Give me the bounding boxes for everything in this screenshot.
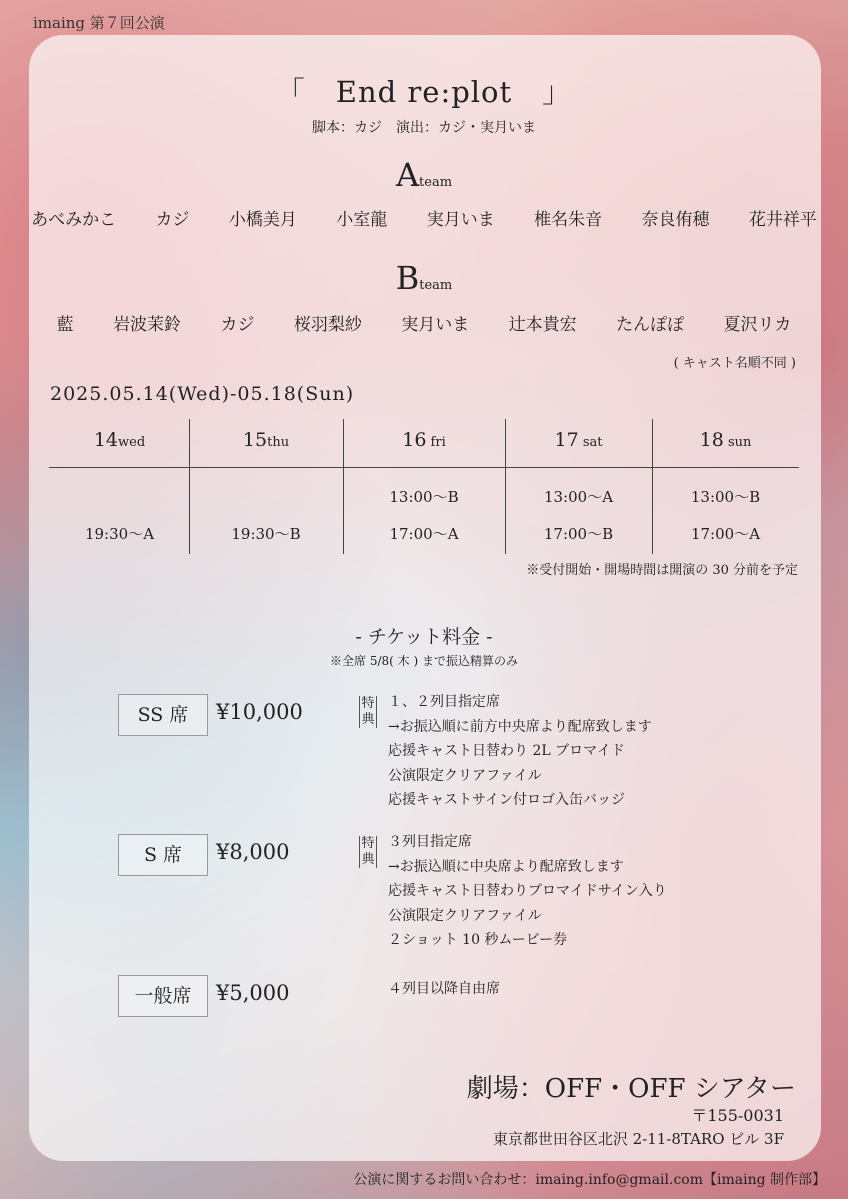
cast-member: 藍 xyxy=(56,315,74,335)
venue-zip: 〒155-0031 xyxy=(691,1106,784,1125)
performance-slot: 17:00～A xyxy=(389,525,459,543)
team-a-title xyxy=(0,156,848,194)
perk-list-ss xyxy=(388,690,652,813)
day-header: 17 sat xyxy=(554,429,603,451)
performance-slot: 13:00～B xyxy=(389,488,459,506)
perk-item: １、２列目指定席 xyxy=(388,694,500,710)
cast-order-note: ( キャスト名順不同 ) xyxy=(673,356,796,371)
cast-member: 実月いま xyxy=(401,315,470,335)
cast-member: 花井祥平 xyxy=(748,210,817,230)
cast-member: 小室龍 xyxy=(336,210,388,230)
perk-item: 応援キャストサイン付ロゴ入缶バッジ xyxy=(388,792,626,808)
seat-name-ss: SS 席 xyxy=(118,694,208,736)
venue-address: 東京都世田谷区北沢 2-11-8TARO ビル 3F xyxy=(492,1130,784,1148)
cast-member: たんぽぽ xyxy=(616,315,685,335)
team-b-suffix: team xyxy=(419,278,453,293)
perk-item: 応援キャスト日替わりブロマイドサイン入り xyxy=(388,883,667,899)
seat-name-general: 一般席 xyxy=(118,975,208,1017)
perk-tag: 特 典 xyxy=(359,696,377,728)
cast-member: 椎名朱音 xyxy=(534,210,603,230)
day-header: 18 sun xyxy=(699,429,752,451)
performance-slot: 17:00～A xyxy=(690,525,761,543)
schedule-divider xyxy=(49,467,799,468)
cast-member: カジ xyxy=(155,210,190,230)
perk-item: 公演限定クリアファイル xyxy=(388,767,542,784)
perk-item: ２ショット 10 秒ムービー券 xyxy=(388,932,568,948)
seat-price-ss: ¥10,000 xyxy=(216,700,303,724)
day-header: 15thu xyxy=(242,429,290,451)
team-a-letter: A xyxy=(395,156,420,194)
performance-slot: 17:00～B xyxy=(543,525,614,543)
cast-member: 夏沢リカ xyxy=(723,315,792,335)
performance-slot: 13:00～B xyxy=(690,488,761,506)
perk-item: →お振込順に中央席より配席致します xyxy=(388,858,624,875)
perk-item: 公演限定クリアファイル xyxy=(388,907,542,924)
credit-line: 脚本：カジ 演出：カジ・実月いま xyxy=(312,120,536,136)
cast-member: 岩波茉鈴 xyxy=(113,315,182,335)
cast-member: 小橋美月 xyxy=(228,210,297,230)
day-header: 16 fri xyxy=(402,429,446,451)
perk-list-s xyxy=(388,830,667,953)
schedule-note: ※受付開始・開場時間は開演の 30 分前を予定 xyxy=(526,563,798,578)
perk-item: ４列目以降自由席 xyxy=(388,981,500,997)
cast-member: 実月いま xyxy=(426,210,495,230)
cast-member: カジ xyxy=(220,315,255,335)
ticket-note: ※全席 5/8( 木 ) まで振込精算のみ xyxy=(330,654,518,668)
date-range: 2025.05.14(Wed)-05.18(Sun) xyxy=(50,383,355,405)
team-a-cast xyxy=(0,205,848,230)
cast-member: 辻本貴宏 xyxy=(508,315,577,335)
team-b-letter: B xyxy=(395,259,420,297)
ticket-heading: - チケット料金 - xyxy=(355,626,493,648)
cast-member: 奈良侑穂 xyxy=(641,210,710,230)
perk-tag: 特 典 xyxy=(359,836,377,868)
team-a-suffix: team xyxy=(419,175,453,190)
perk-item: →お振込順に前方中央席より配席致します xyxy=(388,718,652,735)
seat-price-general: ¥5,000 xyxy=(216,981,290,1005)
cast-member: あべみかこ xyxy=(31,210,117,230)
perk-item: ３列目指定席 xyxy=(388,834,472,850)
venue-name: 劇場：OFF・OFF シアター xyxy=(466,1074,796,1104)
day-header: 14wed xyxy=(93,429,146,451)
performance-slot: 13:00～A xyxy=(543,488,614,506)
seat-name-s: S 席 xyxy=(118,834,208,876)
contact-info: 公演に関するお問い合わせ：imaing.info@gmail.com【imaing 制作部】 xyxy=(353,1172,826,1188)
show-title: 「 End re:plot 」 xyxy=(275,75,573,109)
company-label: imaing 第７回公演 xyxy=(33,14,165,32)
seat-price-s: ¥8,000 xyxy=(216,840,290,864)
perk-item: 応援キャスト日替わり 2L ブロマイド xyxy=(388,743,625,759)
performance-slot: 19:30～B xyxy=(231,525,301,543)
perk-list-general xyxy=(388,977,500,1002)
team-b-title xyxy=(0,259,848,297)
cast-member: 桜羽梨紗 xyxy=(293,315,362,335)
team-b-cast xyxy=(0,310,848,335)
performance-slot: 19:30～A xyxy=(84,525,155,543)
